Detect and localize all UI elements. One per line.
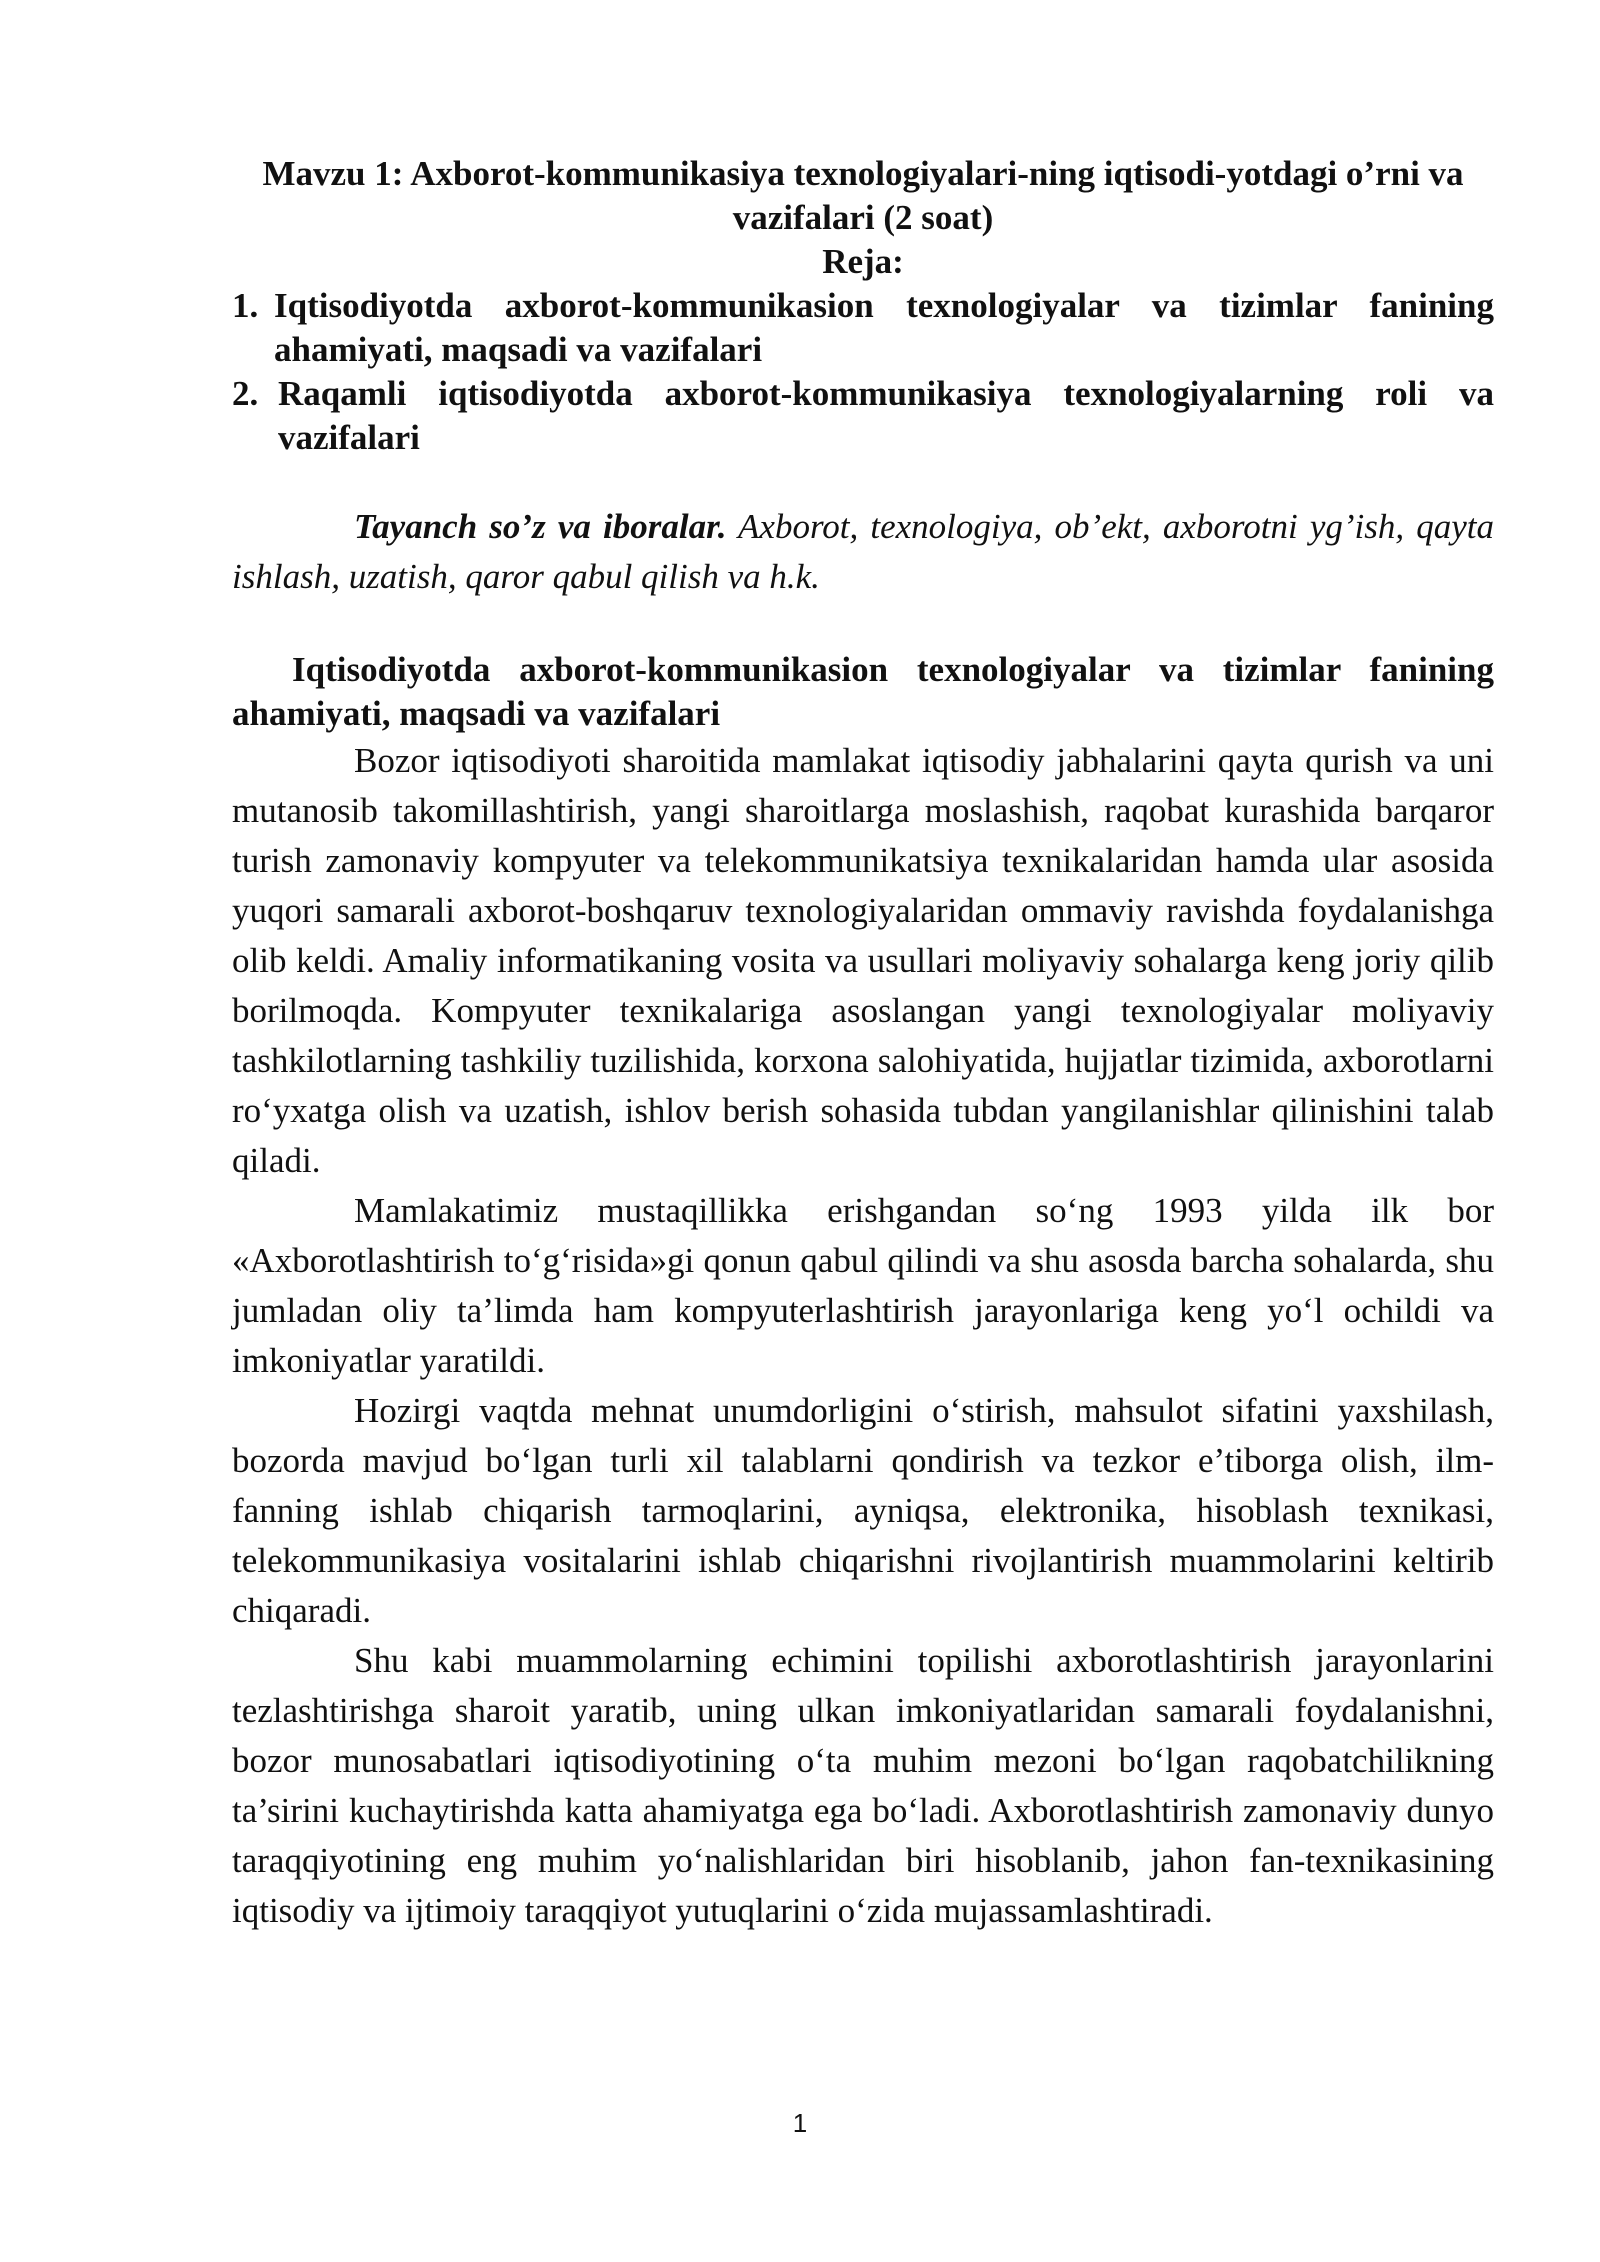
plan-item bbox=[232, 372, 1494, 460]
body-paragraph: Bozor iqtisodiyoti sharoitida mamlakat iqtisodiy jabhalarini qayta qurish va uni mutanosib takomillashtirish, yangi sharoitlarga moslashish, raqobat kurashida barqaror turish zamonaviy kompyuter va telekommunikatsiya texnikalaridan hamda ular asosida yuqori samarali axborot-boshqaruv texnologiyalaridan ommaviy ravishda foydalanishga olib keldi. Amaliy informatikaning vosita va usullari moliyaviy sohalarga keng joriy qilib borilmoqda. Kompyuter texnikalariga asoslangan yangi texnologiyalar moliyaviy tashkilotlarning tashkiliy tuzilishida, korxona salohiyatida, hujjatlar tizimida, axborotlarni ro‘yxatga olish va uzatish, ishlov berish sohasida tubdan yangilanishlar qilinishini talab qiladi. bbox=[232, 741, 1494, 1180]
plan-item-text: Raqamli iqtisodiyotda axborot-kommunikasiya texnologiyalarning roli va vazifalari bbox=[278, 374, 1494, 457]
page-number: 1 bbox=[792, 2108, 808, 2138]
plan-item bbox=[232, 284, 1494, 372]
plan-item-text: Iqtisodiyotda axborot-kommunikasion texnologiyalar va tizimlar fanining ahamiyati, maqsadi va vazifalari bbox=[274, 286, 1494, 369]
keywords-text: Axborot, texnologiya, ob’ekt, axborotni yg’ish, qayta ishlash, uzatish, qaror qabul qilish va h.k. bbox=[232, 507, 1495, 596]
body-paragraph: Hozirgi vaqtda mehnat unumdorligini o‘stirish, mahsulot sifatini yaxshilash, bozorda mavjud bo‘lgan turli xil talablarni qondirish va tezkor e’tiborga olish, ilm-fanning ishlab chiqarish tarmoqlarini, ayniqsa, elektronika, hisoblash texnikasi, telekommunikasiya vositalarini ishlab chiqarishni rivojlantirish muammolarini keltirib chiqaradi. bbox=[232, 1391, 1494, 1630]
plan-list bbox=[232, 284, 1494, 460]
section-heading: Iqtisodiyotda axborot-kommunikasion texnologiyalar va tizimlar fanining ahamiyati, maqsadi va vazifalari bbox=[232, 650, 1494, 733]
plan-item-number: 2. bbox=[232, 374, 259, 413]
keywords-label: Tayanch so’z va iboralar. bbox=[354, 507, 727, 546]
body-paragraph: Shu kabi muammolarning echimini topilishi axborotlashtirish jarayonlarini tezlashtirishga sharoit yaratib, uning ulkan imkoniyatlaridan samarali foydalanishni, bozor munosabatlari iqtisodiyotining o‘ta muhim mezoni bo‘lgan raqobatchilikning ta’sirini kuchaytirishda katta ahamiyatga ega bo‘ladi. Axborotlashtirish zamonaviy dunyo taraqqiyotining eng muhim yo‘nalishlaridan biri hisoblanib, jahon fan-texnikasining iqtisodiy va ijtimoiy taraqqiyot yutuqlarini o‘zida mujassamlashtiradi. bbox=[232, 1641, 1494, 1930]
plan-heading: Reja: bbox=[822, 242, 904, 281]
document-title: Mavzu 1: Axborot-kommunikasiya texnologiyalari-ning iqtisodi-yotdagi o’rni va vazifalari (2 soat) bbox=[262, 154, 1464, 237]
page-content bbox=[232, 152, 1494, 1936]
body-paragraph: Mamlakatimiz mustaqillikka erishgandan so‘ng 1993 yilda ilk bor «Axborotlashtirish to‘g‘risida»gi qonun qabul qilindi va shu asosda barcha sohalarda, shu jumladan oliy ta’limda ham kompyuterlashtirish jarayonlariga keng yo‘l ochildi va imkoniyatlar yaratildi. bbox=[232, 1191, 1494, 1380]
keywords-paragraph bbox=[232, 502, 1494, 602]
plan-item-number: 1. bbox=[232, 286, 259, 325]
